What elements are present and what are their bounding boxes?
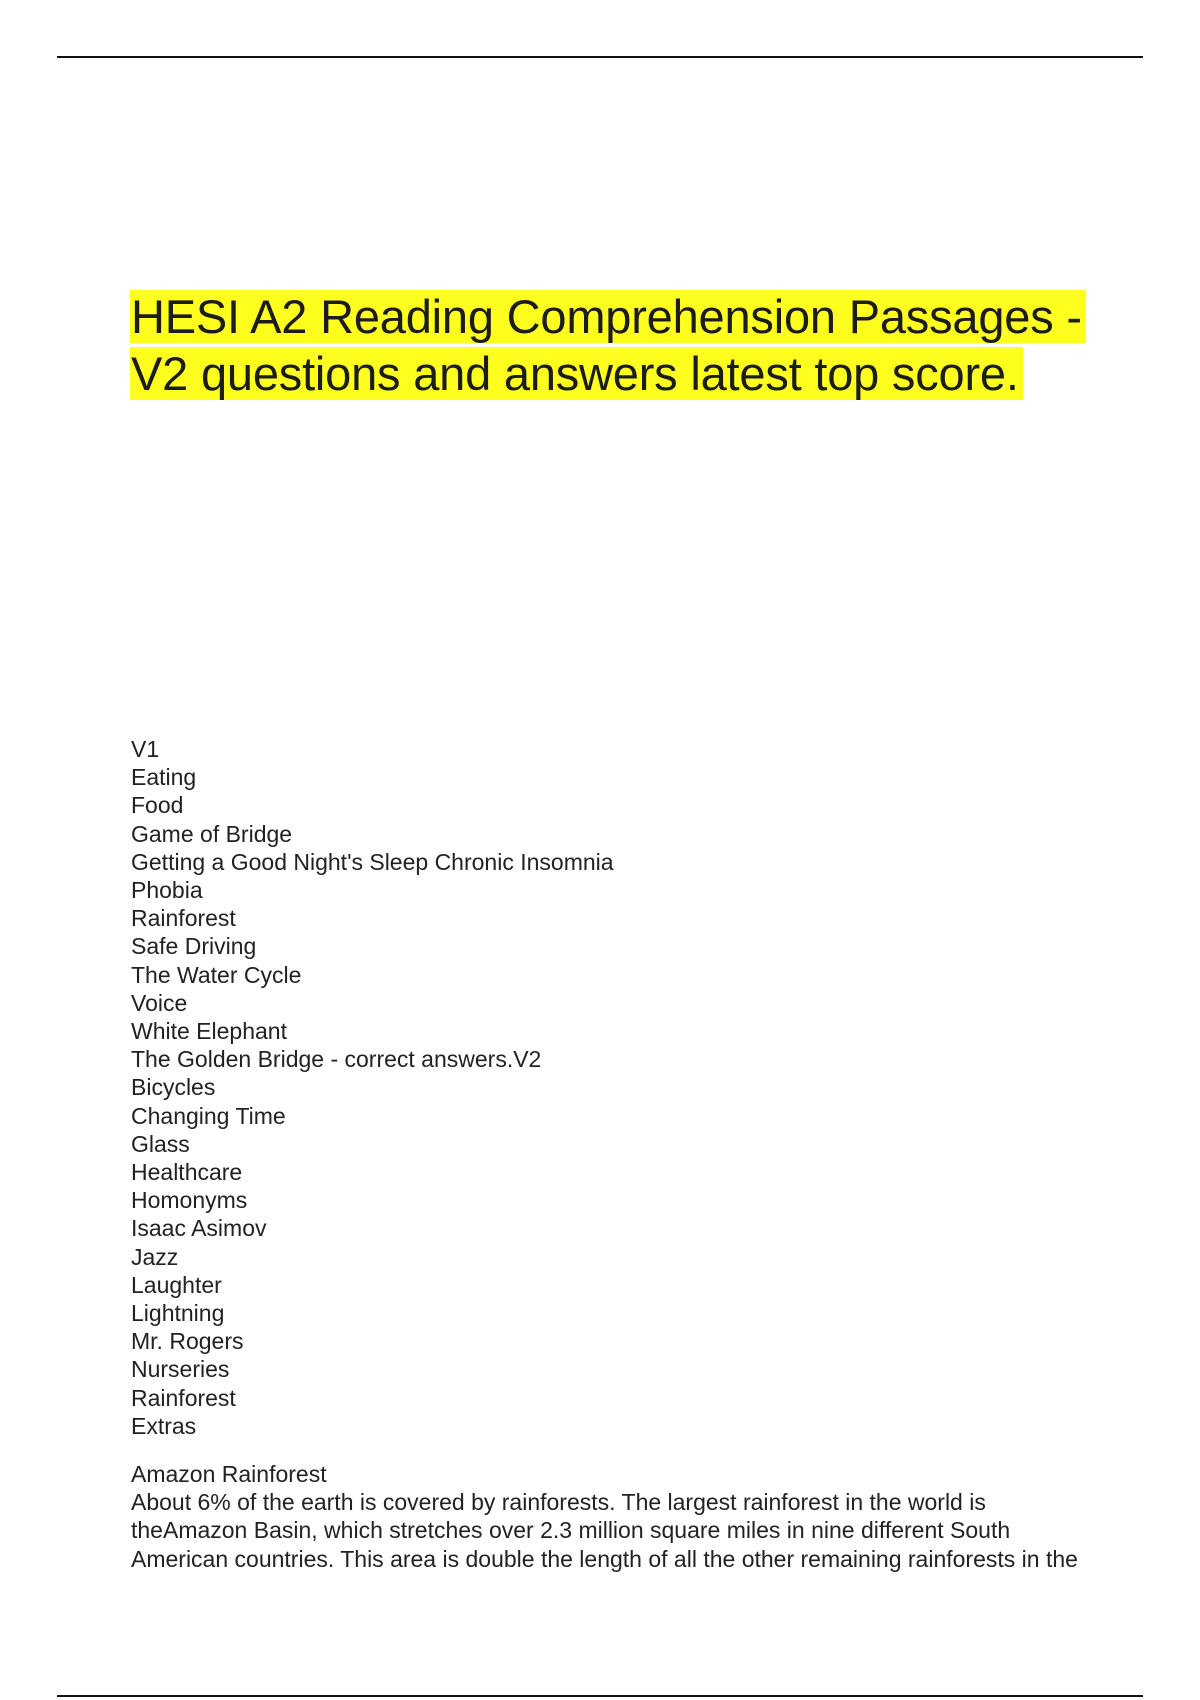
list-item: Healthcare [131, 1159, 243, 1186]
list-item: V1 [131, 736, 160, 762]
list-item: Nurseries [131, 1356, 230, 1383]
list-item: Getting a Good Night's Sleep Chronic Insomnia [131, 848, 614, 875]
list-item: Rainforest [131, 905, 236, 932]
list-item: Lightning [131, 1300, 225, 1327]
list-item: Rainforest [131, 1384, 236, 1411]
list-item: Voice [131, 989, 188, 1016]
document-title [130, 288, 1150, 402]
list-item: Food [131, 792, 184, 819]
list-item: Laughter [131, 1271, 222, 1298]
list-item: Jazz [131, 1243, 179, 1270]
passage-section [131, 1460, 1141, 1573]
contents-list [131, 735, 1131, 1440]
list-item: Homonyms [131, 1187, 248, 1214]
list-item: Eating [131, 764, 197, 791]
bottom-rule [57, 1695, 1143, 1697]
list-item: Isaac Asimov [131, 1215, 267, 1242]
passage-title: Amazon Rainforest [131, 1461, 327, 1487]
title-line-2: V2 questions and answers latest top score. [130, 347, 1023, 400]
title-line-1: HESI A2 Reading Comprehension Passages - [130, 290, 1086, 343]
top-rule [57, 56, 1143, 58]
list-item: Mr. Rogers [131, 1328, 244, 1355]
list-item: The Golden Bridge - correct answers.V2 [131, 1046, 542, 1073]
list-item: Glass [131, 1130, 190, 1157]
list-item: Changing Time [131, 1102, 286, 1129]
list-item: Bicycles [131, 1074, 216, 1101]
passage-body: About 6% of the earth is covered by rainforests. The largest rainforest in the world is theAmazon Basin, which stretches over 2.3 million square miles in nine different South American countries. This area is double the length of all the other remaining rainforests in the [131, 1489, 1078, 1572]
list-item: Extras [131, 1412, 197, 1439]
list-item: Game of Bridge [131, 820, 293, 847]
list-item: Phobia [131, 877, 203, 904]
list-item: The Water Cycle [131, 961, 302, 988]
list-item: Safe Driving [131, 933, 257, 960]
list-item: White Elephant [131, 1018, 287, 1045]
